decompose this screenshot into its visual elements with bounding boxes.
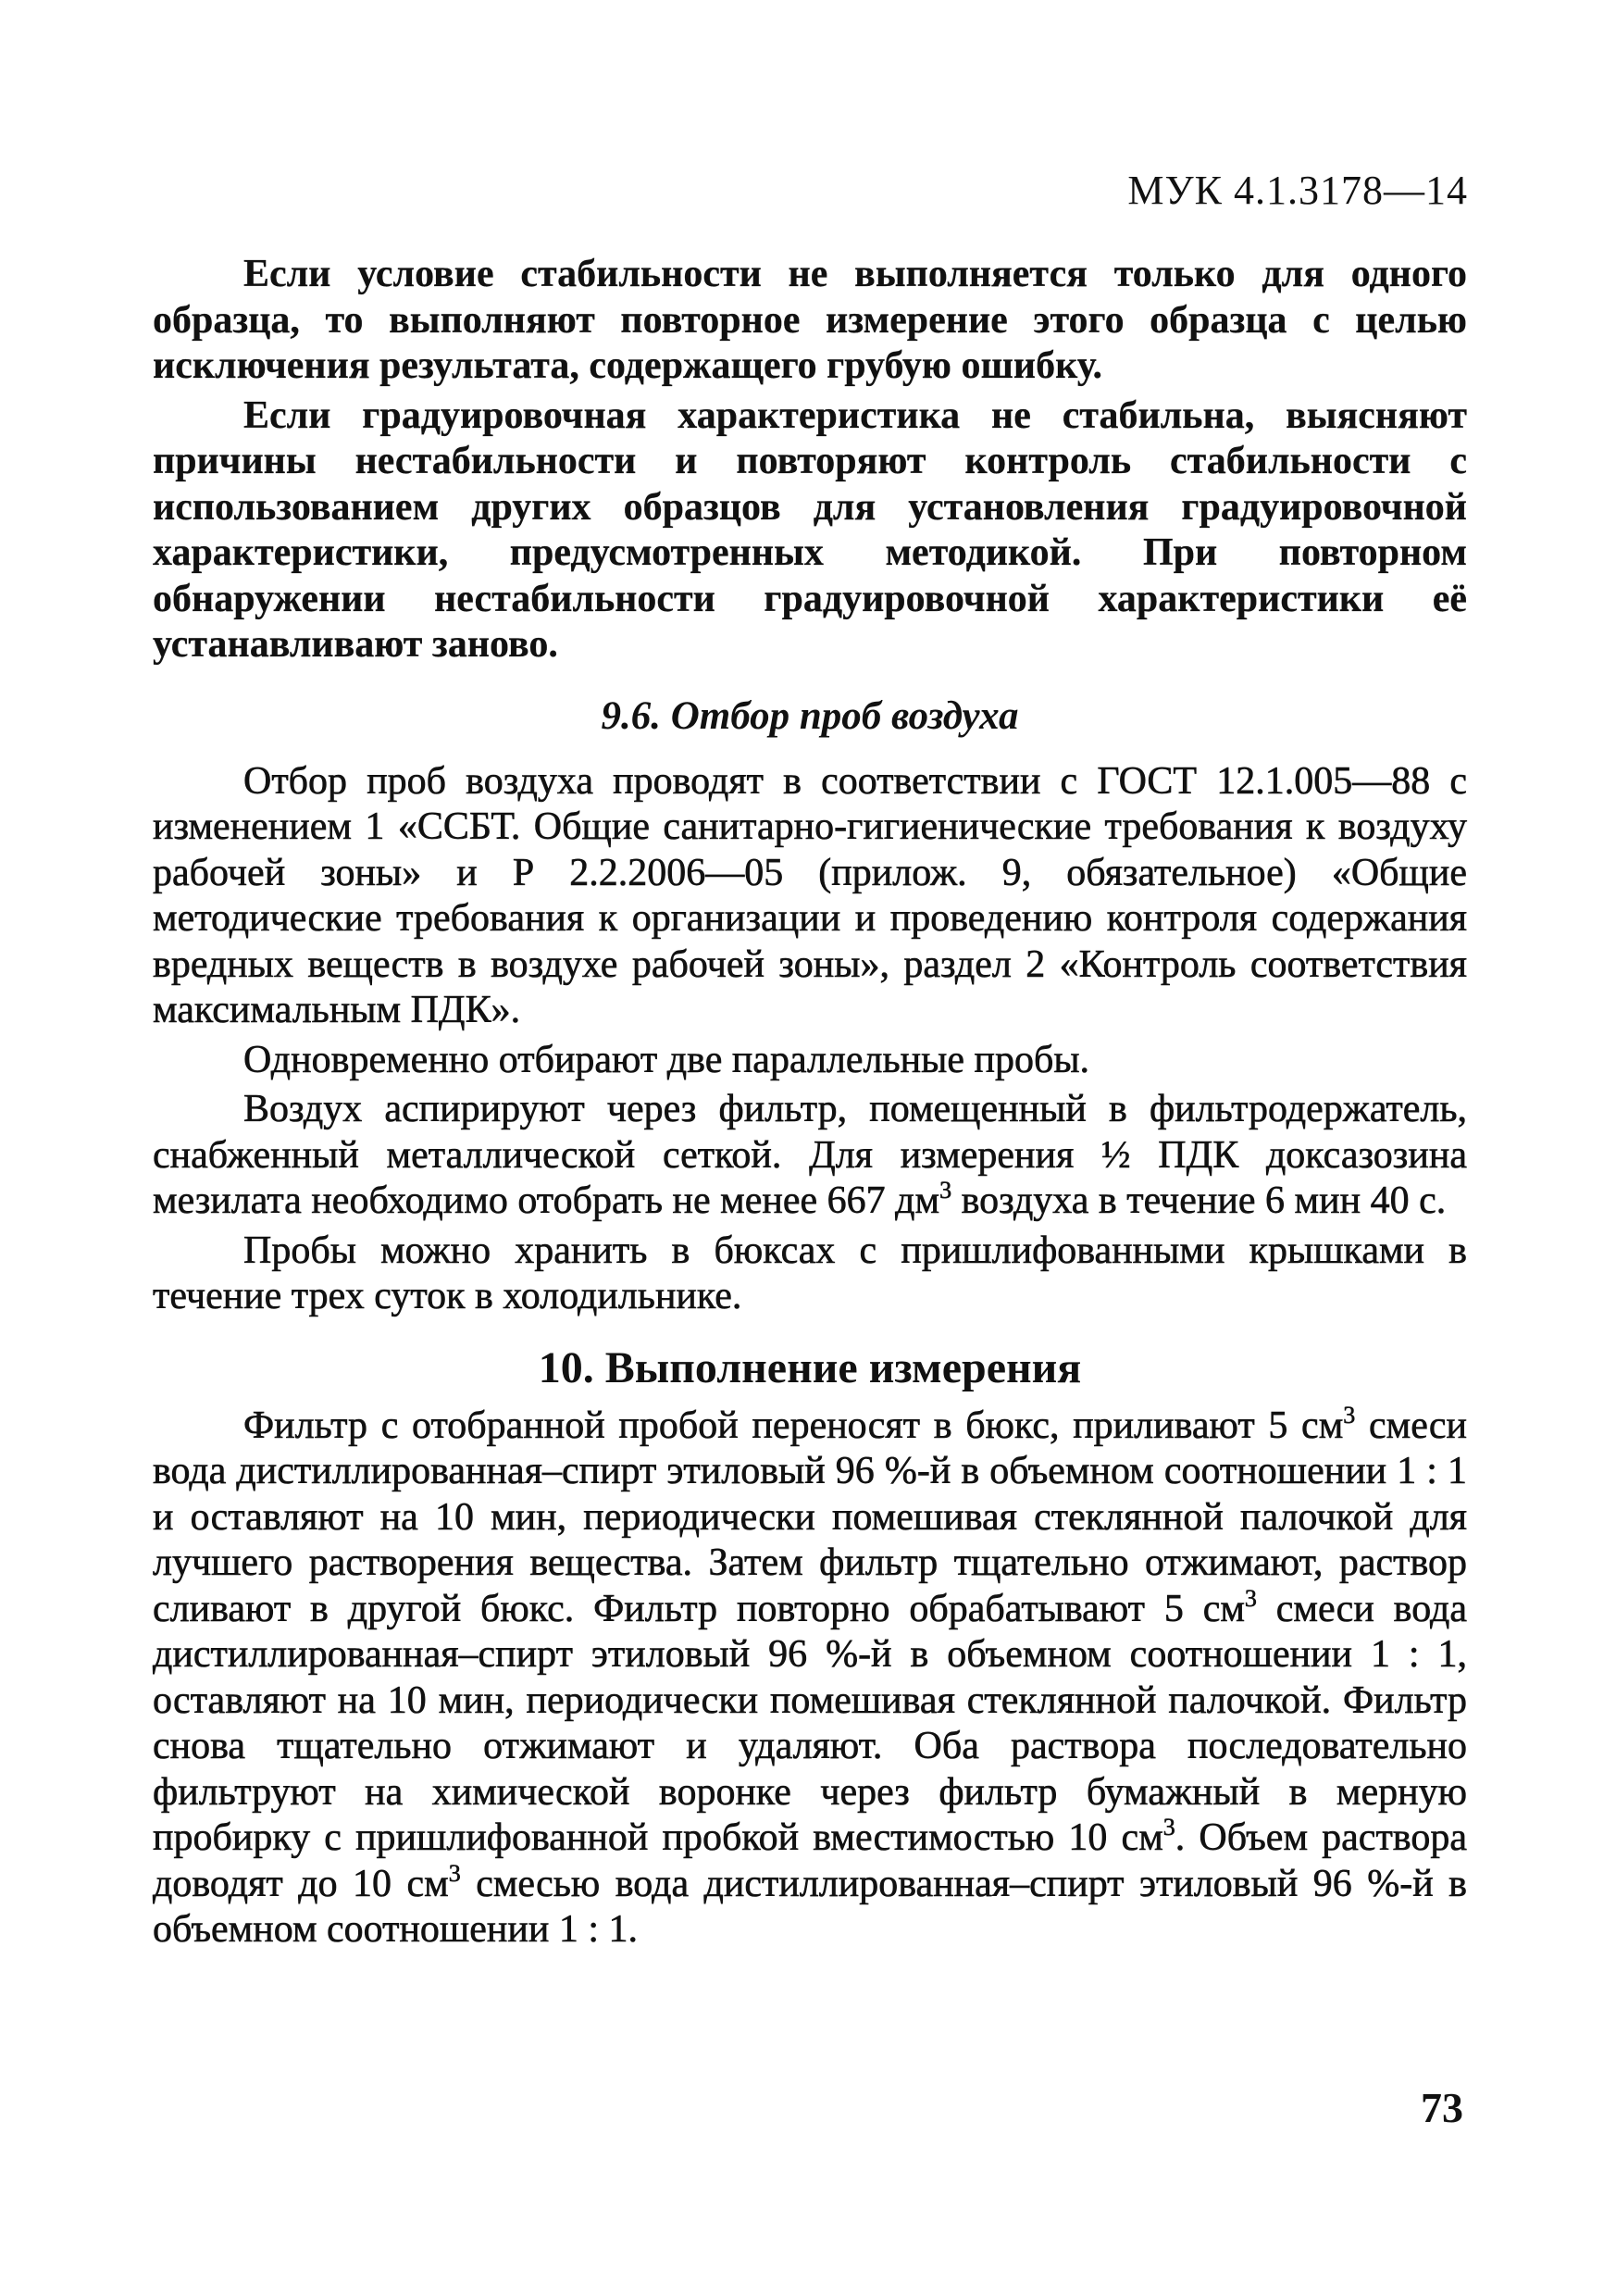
procedure-text-5: смесью вода дистиллированная–спирт этиловый 96 %-й в объемном соотношении 1 : 1. [153,1862,1467,1951]
paragraph-stability-calibration: Если градуировочная характеристика не стабильна, выясняют причины нестабильности и повторяют контроль стабильности с использованием других образцов для установления градуировочной характеристики, предусмотренных методикой. При повторном обнаружении нестабильности градуировочной характеристики её устанавливают заново. [153,393,1467,666]
section-10-title: 10. Выполнение измерения [538,1342,1082,1392]
paragraph-aspiration [153,1087,1467,1225]
procedure-superscript-4: 3 [448,1859,461,1887]
paragraph-measurement-procedure [153,1401,1467,1953]
paragraph-stability-single-sample: Если условие стабильности не выполняется только для одного образца, то выполняют повторное измерение этого образца с целью исключения результата, содержащего грубую ошибку. [153,253,1467,387]
procedure-superscript-1: 3 [1343,1401,1356,1429]
document-body [153,252,1467,1957]
paragraph-parallel-samples: Одновременно отбирают две параллельные пробы. [243,1038,1090,1081]
procedure-text-4: . Объем раствора доводят до 10 см [153,1816,1467,1905]
aspiration-text-after: воздуха в течение 6 мин 40 с. [951,1179,1447,1222]
procedure-text-1: Фильтр с отобранной пробой переносят в бюкс, приливают 5 см [243,1404,1344,1447]
aspiration-text-before: Воздух аспирируют через фильтр, помещенный в фильтродержатель, снабженный металлической сеткой. Для измерения ½ ПДК доксазозина мезилата необходимо отобрать не менее 667 дм [153,1088,1467,1222]
procedure-text-2: смеси вода дистиллированная–спирт этиловый 96 %-й в объемном соотношении 1 : 1 и оставляют на 10 мин, периодически помешивая стеклянной палочкой для лучшего растворения вещества. Затем фильтр тщательно отжимают, раствор сливают в другой бюкс. Фильтр повторно обрабатывают 5 см [153,1404,1467,1630]
page-number: 73 [1421,2084,1463,2131]
paragraph-air-sampling-standards: Отбор проб воздуха проводят в соответствии с ГОСТ 12.1.005—88 с изменением 1 «ССБТ. Общие санитарно-гигиенические требования к воздуху рабочей зоны» и Р 2.2.2006—05 (прилож. 9, обязательное) «Общие методические требования к организации и проведению контроля содержания вредных веществ в воздухе рабочей зоны», раздел 2 «Контроль соответствия максимальным ПДК». [153,759,1467,1031]
document-code: МУК 4.1.3178—14 [1127,168,1468,213]
procedure-superscript-2: 3 [1244,1584,1257,1612]
aspiration-unit-superscript: 3 [939,1177,952,1204]
procedure-text-3: смеси вода дистиллированная–спирт этиловый 96 %-й в объемном соотношении 1 : 1, оставляют на 10 мин, периодически помешивая стеклянной палочкой. Фильтр снова тщательно отжимают и удаляют. Оба раствора последовательно фильтруют на химической воронке через фильтр бумажный в мерную пробирку с пришлифованной пробкой вместимостью 10 см [153,1587,1467,1859]
section-9-6-title: 9.6. Отбор проб воздуха [601,693,1019,738]
procedure-superscript-3: 3 [1162,1814,1175,1841]
paragraph-sample-storage: Пробы можно хранить в бюксах с пришлифованными крышками в течение трех суток в холодильнике. [153,1229,1467,1317]
